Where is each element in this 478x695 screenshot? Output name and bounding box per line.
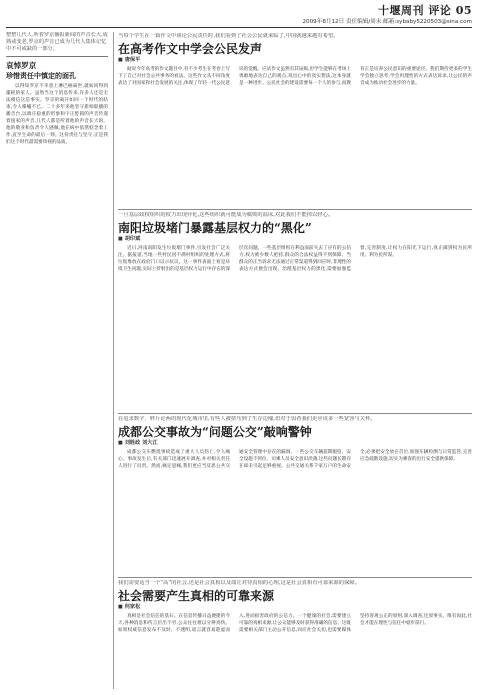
article-paragraph: 据说今年高考的作文题目中,有不少考生在考卷上写下了自己对社会公共事务的看法。这些作文从不同角度表达了对国家和社会发展的关注,体现了年轻一代公民意识的觉醒。应试作文虽然有其局限,但学生能够在考场上勇敢地表达自己的观点,说出心中的真实想法,这本身就是一种进步。公民社会的建设需要每一个人的参与,而教育正是培养公民意识的重要途径。我们期待更多的学生学会独立思考,学会用理性的方式表达诉求,让公民的声音成为推动社会进步的力量。 (118, 67, 472, 86)
page-header (0, 0, 478, 30)
article-nanyang (118, 212, 472, 412)
left-lead: 整整几代人,听着罗京播报新闻的声音长大,成熟或变老,罗京的声音已成为几代人集体记忆中不可或缺的一部分。 (6, 32, 108, 57)
article-body (118, 245, 472, 273)
article-body (118, 613, 472, 634)
article-intro: 一旦基层政权组织的权力出现异化,这些组织就可能成为腐败的温床,对此我们不能掉以轻心。 (118, 212, 334, 218)
article-author: ■ 胡印斌 (118, 236, 472, 243)
article-headline: 社会需要产生真相的可靠来源 (118, 589, 275, 603)
article-chengdu-bus (118, 416, 472, 576)
article-paragraph: 近日,河南南阳发生垃圾堵门事件,引发社会广泛关注。据报道,当地一些村民因不满村组织的处理方式,将垃圾堆放在政府门口以示抗议。这一事件表面上看是环境卫生问题,实际上折射出的是基层权力运行中存在的深层次问题。一些基层组织在利益面前失去了应有的公信力,权力被少数人把持,群众的合法权益得不到保障。当群众的正当诉求无法通过正常渠道得到回应时,非理性的表达方式便会出现。治理基层权力的黑化,需要加强监督,完善制度,让权力在阳光下运行,真正做到权为民所用、利为民所谋。 (118, 246, 472, 272)
issue-meta: 2009年8月12日 责任编辑/周末 邮箱:sybaby5220503@sina.com (302, 19, 472, 25)
left-subtitle: 珍惜责任中慎定的面孔 (6, 70, 76, 80)
article-gaokao (118, 33, 472, 208)
article-body (118, 449, 472, 470)
left-column-article (6, 32, 108, 688)
article-truth-source (118, 580, 472, 688)
column-divider (113, 32, 114, 689)
article-intro: 在追求数字、秤斤论两的现代化城市里,有些人被挤压到了生存边缘,但对于弱者我们更应该多一些宽容与关怀。 (118, 416, 376, 422)
article-separator (118, 577, 472, 578)
article-headline: 在高考作文中学会公民发声 (118, 42, 263, 56)
article-paragraph: 真相是社会信任的基石。在信息传播日益便捷的今天,各种消息和传言层出不穷,公众往往难以分辨真伪。如果权威信息发布不及时、不透明,谣言就容易趁虚而入,进而损害政府的公信力。一个健康的社会,需要建立可靠的真相来源,让公众能够及时获得准确的信息。这既需要相关部门主动公开信息,回应社会关切,也需要媒体坚持客观公正的原则,深入调查,还原事实。唯有如此,社会才能在理性与信任中稳步前行。 (118, 614, 472, 633)
article-intro: 我们需要适当一个“高”的社会,还是社会真相以及端正对待真相的心理,这是社会真相有可靠来源的保障。 (118, 580, 360, 586)
article-headline: 南阳垃圾堵门暴露基层权力的“黑化” (118, 221, 312, 235)
article-intro: 当每个学生在一篇作文中谈论公民责任时,我们看到了社会公民就来临了,中国就越来越有希望。 (118, 33, 339, 39)
left-title: 哀悼罗京 (6, 61, 37, 70)
article-body (118, 66, 472, 87)
article-author: ■ 何家松 (118, 604, 472, 611)
article-headline: 成都公交事故为“问题公交”敲响警钟 (118, 425, 312, 439)
article-paragraph: 成都公交车燃烧事故造成了重大人员伤亡,令人痛心。事故发生后,有关部门迅速展开调查,并对相关责任人进行了问责。然而,痛定思痛,我们更应当反思公共交通安全管理中存在的漏洞。一些公交车辆超期服役、安全设施不到位、司乘人员安全意识淡薄,这些问题长期存在却未引起足够重视。公共交通关系千家万户的生命安全,必须把安全放在首位,加强车辆检测与日常监管,完善应急疏散设施,切实为乘客的出行安全提供保障。 (118, 450, 472, 469)
masthead-section-title: 十堰周刊 评论 05 (378, 4, 472, 17)
article-author: ■ 刘胜政 刘大江 (118, 440, 472, 447)
left-body-text: 以得知罗京不幸患上淋巴癌离世,就如同得到噩耗的家人。虽然当这个消息传来,许多人还是无法相信这是事实。罗京的离开如同一个时代的结束,令人唏嘘不已。二十多年来他坚守新闻联播的播音台,以端庄稳重的形象和字正腔圆的声音传递着国家的声音,几代人都是听着他的声音长大的。他的敬业和负责令人感佩,他在病中依然惦念着工作,直至生命的最后一刻。这份责任与坚守,正是我们这个时代最需要珍视的品质。 (6, 83, 108, 145)
article-separator (118, 413, 472, 414)
article-separator (118, 209, 472, 210)
article-author: ■ 唐保平 (118, 57, 472, 64)
header-rule (6, 27, 472, 28)
